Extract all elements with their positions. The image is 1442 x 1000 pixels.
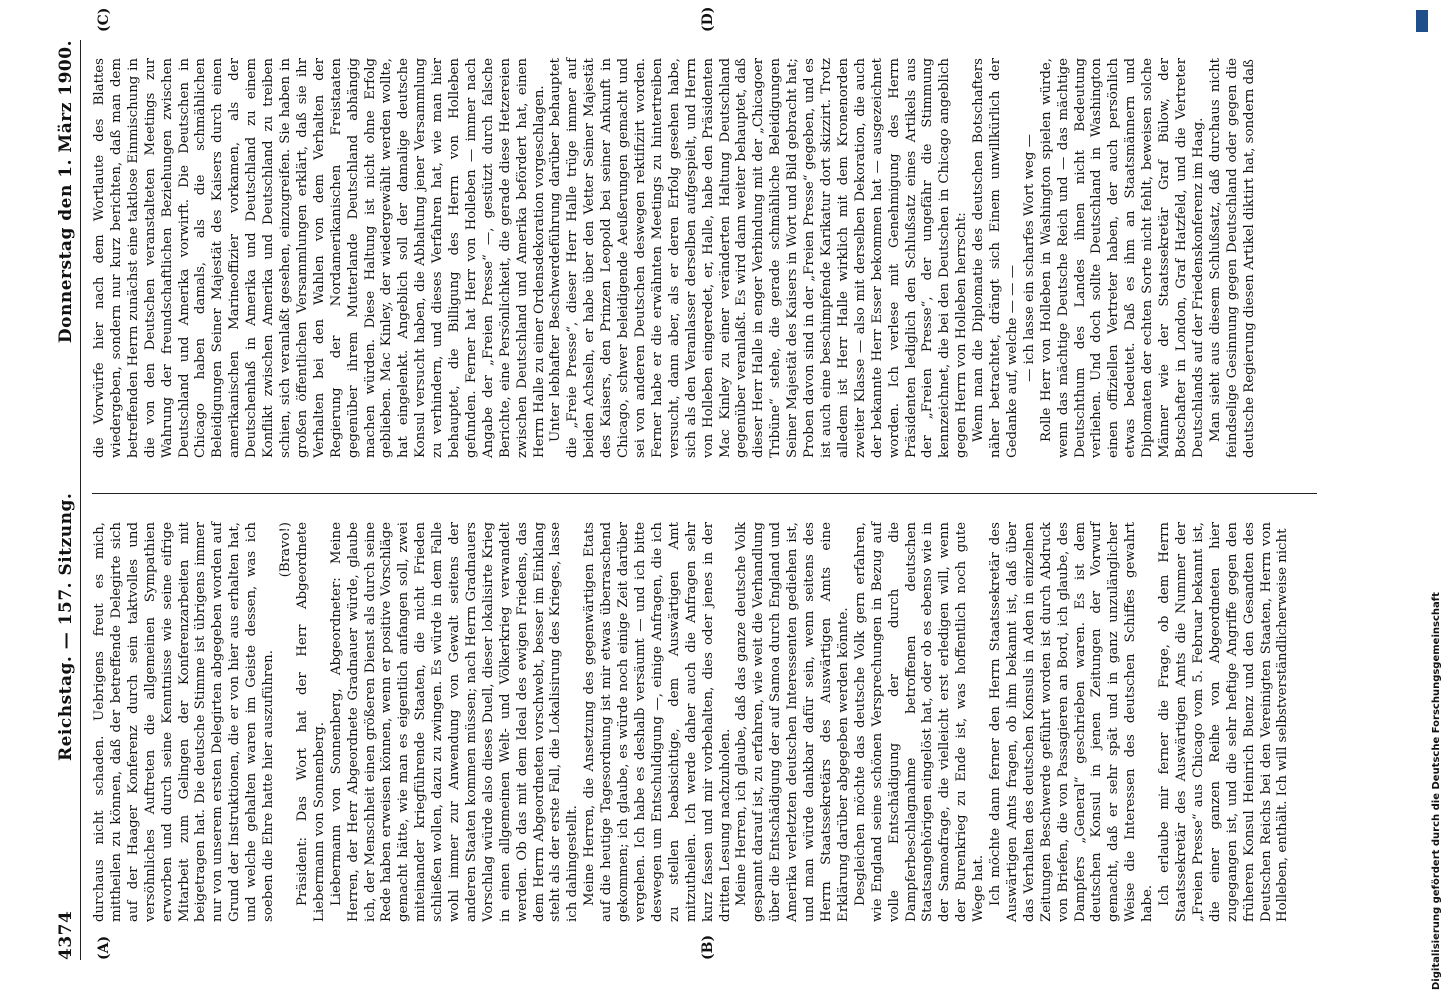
right-text-column	[92, 58, 1317, 458]
paragraph: Liebermann von Sonnenberg, Abgeordneter: Meine Herren, der Herr Abgeordnete Gradnauer würde, glaube ich, der Menschheit einen größeren Dienst als durch seine Rede haben erweisen können, wenn er positive Vorschläge gemacht hätte, wie man es eigentlich anfangen soll, zwei miteinander kriegführende Staaten, die nicht Frieden schließen wollen, dazu zu zwingen. Es würde in dem Falle wohl immer zur Anwendung von Gewalt seitens der anderen Staaten kommen müssen; nach Herrn Gradnauers Vorschlag würde also dieses Duell, dieser lokalisirte Krieg in einen allgemeinen Welt- und Völkerkrieg verwandelt werden. Ob das mit dem Ideal des ewigen Friedens, das dem Herrn Abgeordneten vorschwebt, besser im Einklang steht als der erste Fall, die Lokalisirung des Krieges, lasse ich dahingestellt.	[328, 522, 581, 922]
paragraph: Desgleichen möchte das deutsche Volk gern erfahren, wie England seine schönen Versprechungen in Bezug auf volle Entschädigung der durch die Dampferbeschlagnahme betroffenen deutschen Staatsangehörigen eingelöst hat, oder ob es ebenso wie in der Samoafrage, die vielleicht erst erledigen will, wenn der Burenkrieg zu Ende ist, was hoffentlich noch gute Wege hat.	[852, 522, 987, 922]
paragraph: Man sieht aus diesem Schlußsatz, daß durchaus nicht feindselige Gesinnung gegen Deutschland oder gegen die deutsche Regierung diesen Artikel diktirt hat, sondern daß	[1207, 58, 1257, 458]
margin-marker-d: (D)	[700, 6, 716, 32]
page-header	[46, 40, 76, 960]
left-text-column	[92, 522, 1317, 922]
quote: Rolle Herr von Holleben in Washington spielen würde, wenn das mächtige Deutsche Reich und — das mächtige Deutschthum des Landes ihnen nicht Bedeutung verliehen. Und doch sollte Deutschland in Washington einen offiziellen Vertreter haben, der auch persönlich etwas bedeutet. Daß es ihm an Staatsmännern und Diplomaten der echten Sorte nicht fehlt, beweisen solche Männer wie der Staatssekretär Graf Bülow, der Botschafter in London, Graf Hatzfeld, und die Vertreter Deutschlands auf der Friedenskonferenz im Haag.	[1038, 58, 1206, 458]
paragraph: die Vorwürfe hier nach dem Wortlaute des Blattes wiedergeben, sondern nur kurz berichten, daß man dem betreffenden Herrn zunächst eine taktlose Einmischung in die von den Deutschen veranstalteten Meetings zur Wahrung der freundschaftlichen Beziehungen zwischen Deutschland und Amerika vorwirft. Die Deutschen in Chicago haben damals, als die schmählichen Beleidigungen Seiner Majestät des Kaisers durch einen amerikanischen Marineoffizier vorkamen, als der Deutschenhaß in Amerika und Deutschland zu einem Konflikt zwischen Amerika und Deutschland zu treiben schien, sich veranlaßt gesehen, einzugreifen. Sie haben in großen öffentlichen Versammlungen erklärt, daß sie ihr Verhalten bei den Wahlen von dem Verhalten der Regierung der Nordamerikanischen Freistaaten gegenüber ihrem Mutterlande Deutschland abhängig machen würden. Diese Haltung ist nicht ohne Erfolg geblieben. Mac Kinley, der wiedergewählt werden wollte, hat eingelenkt. Angeblich soll der damalige deutsche Konsul versucht haben, die Abhaltung jener Versammlung zu verhindern, und dieses Verfahren hat, wie man hier behauptet, die Billigung des Herrn von Holleben gefunden. Ferner hat Herr von Holleben — immer nach Angabe der „Freien Presse“ —, gestützt durch falsche Berichte, eine Persönlichkeit, die gerade diese Hetzereien zwischen Deutschland und Amerika befördert hat, einen Herrn Halle zu einer Ordensdekoration vorgeschlagen.	[92, 58, 547, 458]
digitization-credit: Digitalisierung gefördert durch die Deutsche Forschungsgemeinschaft	[1431, 592, 1442, 990]
paragraph: Präsident: Das Wort hat der Herr Abgeordnete Liebermann von Sonnenberg.	[294, 522, 327, 922]
paragraph: Ich erlaube mir ferner die Frage, ob dem Herrn Staatssekretär des Auswärtigen Amts die Nummer der „Freien Presse“ aus Chicago vom 5. Februar bekannt ist, die einer ganzen Reihe von Abgeordneten hier zugegangen ist, und die sehr heftige Angriffe gegen den früheren Konsul Heinrich Buenz und den Gesandten des Deutschen Reichs bei den Vereinigten Staaten, Herrn von Holleben, enthält. Ich will selbstverständlicherweise nicht	[1157, 522, 1291, 922]
paragraph: Meine Herren, die Ansetzung des gegenwärtigen Etats auf die heutige Tagesordnung ist mir etwas überraschend gekommen; ich glaube, es würde noch einige Zeit darüber vergehen. Ich habe es deshalb versäumt — und ich bitte deswegen um Entschuldigung —, einige Anfragen, die ich zu stellen beabsichtige, dem Auswärtigen Amt mitzutheilen. Ich werde daher auch die Anfragen sehr kurz fassen und mir vorbehalten, dies oder jenes in der dritten Lesung nachzuholen.	[582, 522, 733, 922]
paragraph: Unter lebhafter Beschwerdeführung darüber behauptet die „Freie Presse“, dieser Herr Halle trüge immer auf beiden Achseln, er habe über den Vetter Seiner Majestät des Kaisers, den Prinzen Leopold bei seiner Ankunft in Chicago, schwer beleidigende Aeußerungen gemacht und sei von anderen Deutschen deswegen rektifizirt worden. Ferner habe er die erwähnten Meetings zu hintertreiben versucht, dann aber, als er deren Erfolg gesehen habe, sich als den Veranlasser derselben aufgespielt, und Herrn von Holleben eingeredet, er, Halle, habe den Präsidenten Mac Kinley zu einer veränderten Haltung Deutschland gegenüber veranlaßt. Es wird dann weiter behauptet, daß dieser Herr Halle in enger Verbindung mit der „Chicagoer Tribüne“ stehe, die gerade schmähliche Beleidigungen Seiner Majestät des Kaisers in Wort und Bild gebracht hat; Proben davon sind in der „Freien Presse“ gegeben, und es ist auch eine beschimpfende Karikatur dort skizzirt. Trotz alledem ist Herr Halle wirklich mit dem Kronenorden zweiter Klasse — also mit derselben Dekoration, die auch der bekannte Herr Esser bekommen hat — ausgezeichnet worden. Ich verlese mit Genehmigung des Herrn Präsidenten lediglich den Schlußsatz eines Artikels aus der „Freien Presse“, der ungefähr die Stimmung kennzeichnet, die bei den Deutschen in Chicago angeblich gegen Herrn von Holleben herrscht:	[548, 58, 970, 458]
page-number: 4374	[56, 910, 76, 960]
margin-marker-b: (B)	[700, 934, 716, 960]
column-divider	[92, 493, 1317, 494]
aside: — ich lasse ein scharfes Wort weg —	[1021, 134, 1037, 382]
session-date: Donnerstag den 1. März 1900.	[56, 40, 76, 344]
quote: Wenn man die Diplomatie des deutschen Botschafters näher betrachtet, drängt sich Einem unwillkürlich der Gedanke auf, welche — — —	[971, 58, 1020, 458]
session-title: Reichstag. — 157. Sitzung.	[56, 492, 76, 762]
margin-marker-c: (C)	[96, 7, 112, 32]
header-rule	[80, 40, 81, 960]
interjection: (Bravo!)	[277, 522, 293, 578]
paragraph: Ich möchte dann ferner den Herrn Staatssekretär des Auswärtigen Amts fragen, ob ihm bekannt ist, daß über das Verhalten des deutschen Konsuls in Aden in einzelnen Zeitungen Beschwerde geführt worden ist durch Abdruck von Briefen, die von Passagieren an Bord, ich glaube, des Dampfers „General“ geschrieben waren. Es ist dem deutschen Konsul in jenen Zeitungen der Vorwurf gemacht, daß er sehr spät und in ganz unzulänglicher Weise die Interessen des deutschen Schiffes gewahrt habe.	[988, 522, 1156, 922]
margin-marker-a: (A)	[96, 935, 112, 960]
paragraph: durchaus nicht schaden. Uebrigens freut es mich, mittheilen zu können, daß der betreffende Delegirte sich auf der Haager Konferenz durch sein taktvolles und versöhnliches Auftreten die allgemeinen Sympathien erworben und durch seine Kenntnisse wie seine eifrige Mitarbeit zum Gelingen der Konferenzarbeiten mit beigetragen hat. Die deutsche Stimme ist übrigens immer nur von unserem ersten Delegirten abgegeben worden auf Grund der Instruktionen, die er von hier aus erhalten hat, und welche gehalten waren im Geiste dessen, was ich soeben die Ehre hatte hier auszuführen.	[92, 522, 277, 922]
dfg-logo	[1416, 10, 1428, 32]
paragraph: Meine Herren, ich glaube, daß das ganze deutsche Volk gespannt darauf ist, zu erfahren, wie weit die Verhandlung über die Entschädigung der auf Samoa durch England und Amerika verletzten deutschen Interessenten gediehen ist, und man würde dankbar dafür sein, wenn seitens des Herrn Staatssekretärs des Auswärtigen Amts eine Erklärung darüber abgegeben werden könnte.	[734, 522, 851, 922]
